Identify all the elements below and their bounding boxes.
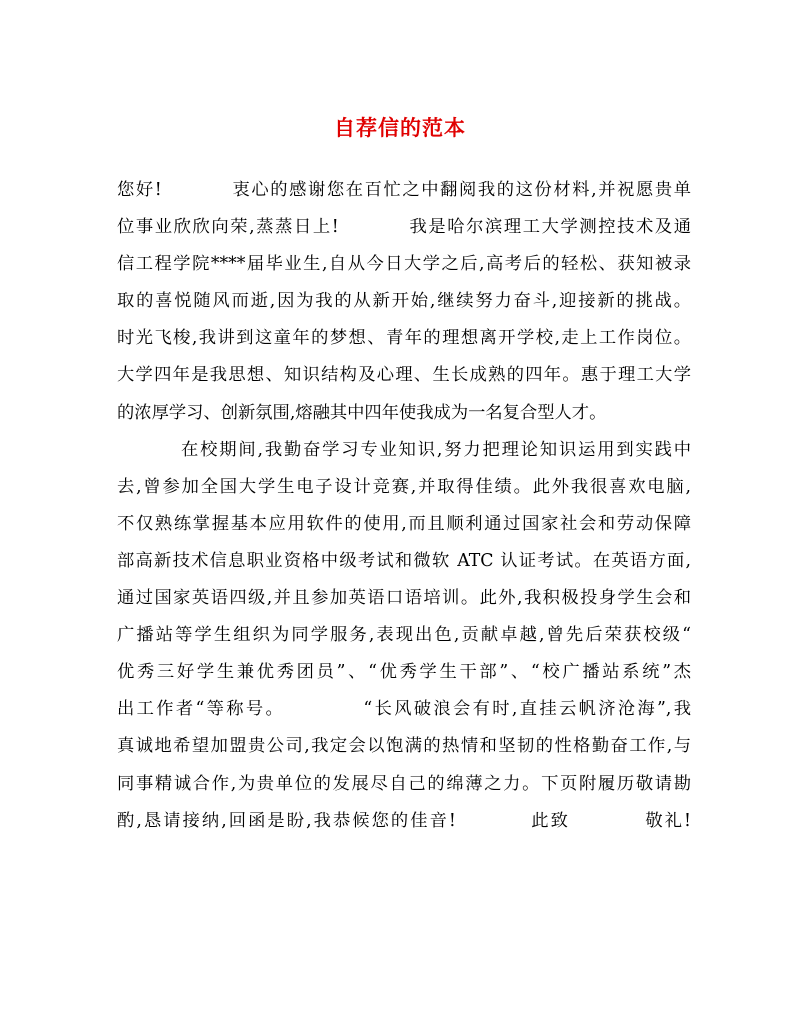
body-line: 大学四年是我思想、知识结构及心理、生长成熟的四年。惠于理工大学 (117, 365, 691, 386)
body-line: 酌,恳请接纳,回函是盼,我恭候您的佳音! 此致 敬礼! (117, 810, 691, 831)
body-line: 取的喜悦随风而逝,因为我的从新开始,继续努力奋斗,迎接新的挑战。 (117, 291, 691, 312)
body-line: 广播站等学生组织为同学服务,表现出色,贡献卓越,曾先后荣获校级“ (117, 625, 691, 646)
body-line: 信工程学院****届毕业生,自从今日大学之后,高考后的轻松、获知被录 (117, 254, 691, 275)
body-line: 出工作者“等称号。 “长风破浪会有时,直挂云帆济沧海”,我 (117, 699, 691, 720)
body-line: 同事精诚合作,为贵单位的发展尽自己的绵薄之力。下页附履历敬请勘 (117, 773, 691, 794)
body-line: 时光飞梭,我讲到这童年的梦想、青年的理想离开学校,走上工作岗位。 (117, 328, 691, 349)
document-title: 自荐信的范本 (334, 115, 466, 140)
body-line: 通过国家英语四级,并且参加英语口语培训。此外,我积极投身学生会和 (117, 588, 691, 609)
body-line: 部高新技术信息职业资格中级考试和微软 ATC 认证考试。在英语方面, (117, 550, 691, 571)
body-line: 去,曾参加全国大学生电子设计竞赛,并取得佳绩。此外我很喜欢电脑, (117, 476, 691, 497)
body-line: 真诚地希望加盟贵公司,我定会以饱满的热情和坚韧的性格勤奋工作,与 (117, 736, 691, 757)
body-line: 在校期间,我勤奋学习专业知识,努力把理论知识运用到实践中 (181, 439, 691, 460)
letter-body (117, 175, 691, 843)
body-line: 位事业欣欣向荣,蒸蒸日上! 我是哈尔滨理工大学测控技术及通 (117, 217, 691, 238)
body-line: 优秀三好学生兼优秀团员”、“优秀学生干部”、“校广播站系统”杰 (117, 662, 691, 683)
body-line: 不仅熟练掌握基本应用软件的使用,而且顺利通过国家社会和劳动保障 (117, 513, 691, 534)
body-line: 的浓厚学习、创新氛围,熔融其中四年使我成为一名复合型人才。 (117, 402, 607, 423)
body-line: 您好! 衷心的感谢您在百忙之中翻阅我的这份材料,并祝愿贵单 (117, 180, 691, 200)
